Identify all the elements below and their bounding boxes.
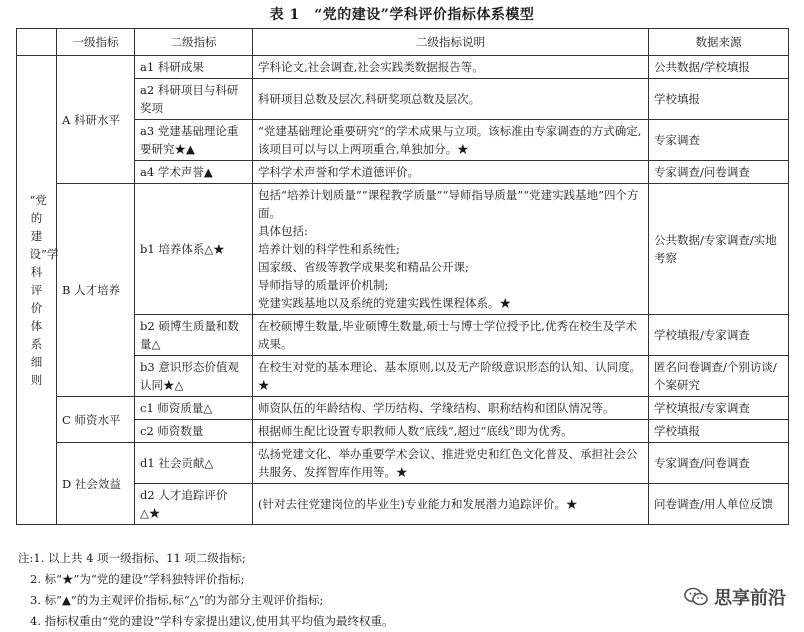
level2-indicator-cell: a3 党建基础理论重要研究★▲ [135, 120, 253, 161]
description-line: 在校硕博生数量,毕业硕博生数量,硕士与博士学位授予比,优秀在校生及学术成果。 [258, 319, 637, 351]
data-source-cell: 学校填报/专家调查 [649, 315, 789, 356]
wechat-icon [684, 587, 708, 607]
description-cell [253, 420, 649, 443]
data-source-cell: 专家调查/问卷调查 [649, 161, 789, 184]
level1-indicator-cell: D 社会效益 [57, 443, 135, 525]
level2-indicator-cell: b2 硕博生质量和数量△ [135, 315, 253, 356]
data-source-cell: 学校填报 [649, 420, 789, 443]
note-item: 注:1. 以上共 4 项一级指标、11 项二级指标; [18, 551, 246, 565]
level2-indicator-cell: a1 科研成果 [135, 56, 253, 79]
header-level1: 一级指标 [57, 29, 135, 56]
root-category-label: “党的建设”学科评价体系细则 [29, 193, 59, 387]
description-line: 学科论文,社会调查,社会实践类数据报告等。 [258, 60, 484, 74]
header-level2: 二级指标 [135, 29, 253, 56]
note-item: 4. 指标权重由“党的建设”学科专家提出建议,使用其平均值为最终权重。 [30, 614, 394, 628]
level2-indicator-cell: d2 人才追踪评价△★ [135, 484, 253, 525]
description-cell [253, 443, 649, 484]
description-cell [253, 56, 649, 79]
table-row [17, 56, 789, 79]
indicator-table [16, 28, 789, 525]
data-source-cell: 匿名问卷调查/个别访谈/个案研究 [649, 356, 789, 397]
description-line: 党建实践基地以及系统的党建实践性课程体系。★ [258, 296, 511, 310]
description-line: 学科学术声誉和学术道德评价。 [258, 165, 419, 179]
table-notes [18, 548, 394, 632]
data-source-cell: 专家调查 [649, 120, 789, 161]
description-line: 包括“培养计划质量”“课程教学质量”“导师指导质量”“党建实践基地”四个方面。 [258, 188, 639, 220]
level2-indicator-cell: b1 培养体系△★ [135, 184, 253, 315]
data-source-cell: 学校填报/专家调查 [649, 397, 789, 420]
level2-indicator-cell: b3 意识形态价值观认同★△ [135, 356, 253, 397]
description-cell [253, 184, 649, 315]
root-header-blank [17, 29, 57, 56]
level1-indicator-cell: B 人才培养 [57, 184, 135, 397]
table-row [17, 184, 789, 315]
description-line: “党建基础理论重要研究”的学术成果与立项。该标准由专家调查的方式确定,该项目可以与以上两项重合,单独加分。★ [258, 124, 642, 156]
level2-indicator-cell: c1 师资质量△ [135, 397, 253, 420]
description-line: 具体包括: [258, 224, 308, 238]
description-line: 弘扬党建文化、举办重要学术会议、推进党史和红色文化普及、承担社会公共服务、发挥智库作用等。★ [258, 447, 638, 479]
description-line: 科研项目总数及层次,科研奖项总数及层次。 [258, 92, 481, 106]
table-header-row [17, 29, 789, 56]
data-source-cell: 问卷调查/用人单位反馈 [649, 484, 789, 525]
header-description: 二级指标说明 [253, 29, 649, 56]
header-source: 数据来源 [649, 29, 789, 56]
note-item: 2. 标“★”为“党的建设”学科独特评价指标; [30, 572, 245, 586]
level2-indicator-cell: c2 师资数量 [135, 420, 253, 443]
data-source-cell: 公共数据/学校填报 [649, 56, 789, 79]
description-line: 根据师生配比设置专职教师人数“底线”,超过“底线”即为优秀。 [258, 424, 573, 438]
description-cell [253, 315, 649, 356]
description-line: 国家级、省级等教学成果奖和精品公开课; [258, 260, 469, 274]
level1-indicator-cell: A 科研水平 [57, 56, 135, 184]
description-cell [253, 356, 649, 397]
description-line: 培养计划的科学性和系统性; [258, 242, 400, 256]
description-cell [253, 397, 649, 420]
description-line: 导师指导的质量评价机制; [258, 278, 389, 292]
level2-indicator-cell: a2 科研项目与科研奖项 [135, 79, 253, 120]
data-source-cell: 学校填报 [649, 79, 789, 120]
watermark-text: 思享前沿 [714, 588, 786, 609]
table-row [17, 397, 789, 420]
description-cell [253, 120, 649, 161]
description-cell [253, 161, 649, 184]
description-line: 师资队伍的年龄结构、学历结构、学缘结构、职称结构和团队情况等。 [258, 401, 615, 415]
description-cell [253, 79, 649, 120]
description-cell [253, 484, 649, 525]
description-line: 在校生对党的基本理论、基本原则,以及无产阶级意识形态的认知、认同度。★ [258, 360, 642, 392]
watermark [684, 584, 786, 610]
root-category-cell [17, 56, 57, 525]
note-item: 3. 标“▲”的为主观评价指标,标“△”的为部分主观评价指标; [30, 593, 324, 607]
description-line: (针对去往党建岗位的毕业生)专业能力和发展潜力追踪评价。★ [258, 497, 578, 511]
level2-indicator-cell: a4 学术声誉▲ [135, 161, 253, 184]
table-row [17, 443, 789, 484]
level1-indicator-cell: C 师资水平 [57, 397, 135, 443]
data-source-cell: 公共数据/专家调查/实地考察 [649, 184, 789, 315]
table-caption: 表 1 “党的建设”学科评价指标体系模型 [269, 7, 535, 23]
data-source-cell: 专家调查/问卷调查 [649, 443, 789, 484]
level2-indicator-cell: d1 社会贡献△ [135, 443, 253, 484]
